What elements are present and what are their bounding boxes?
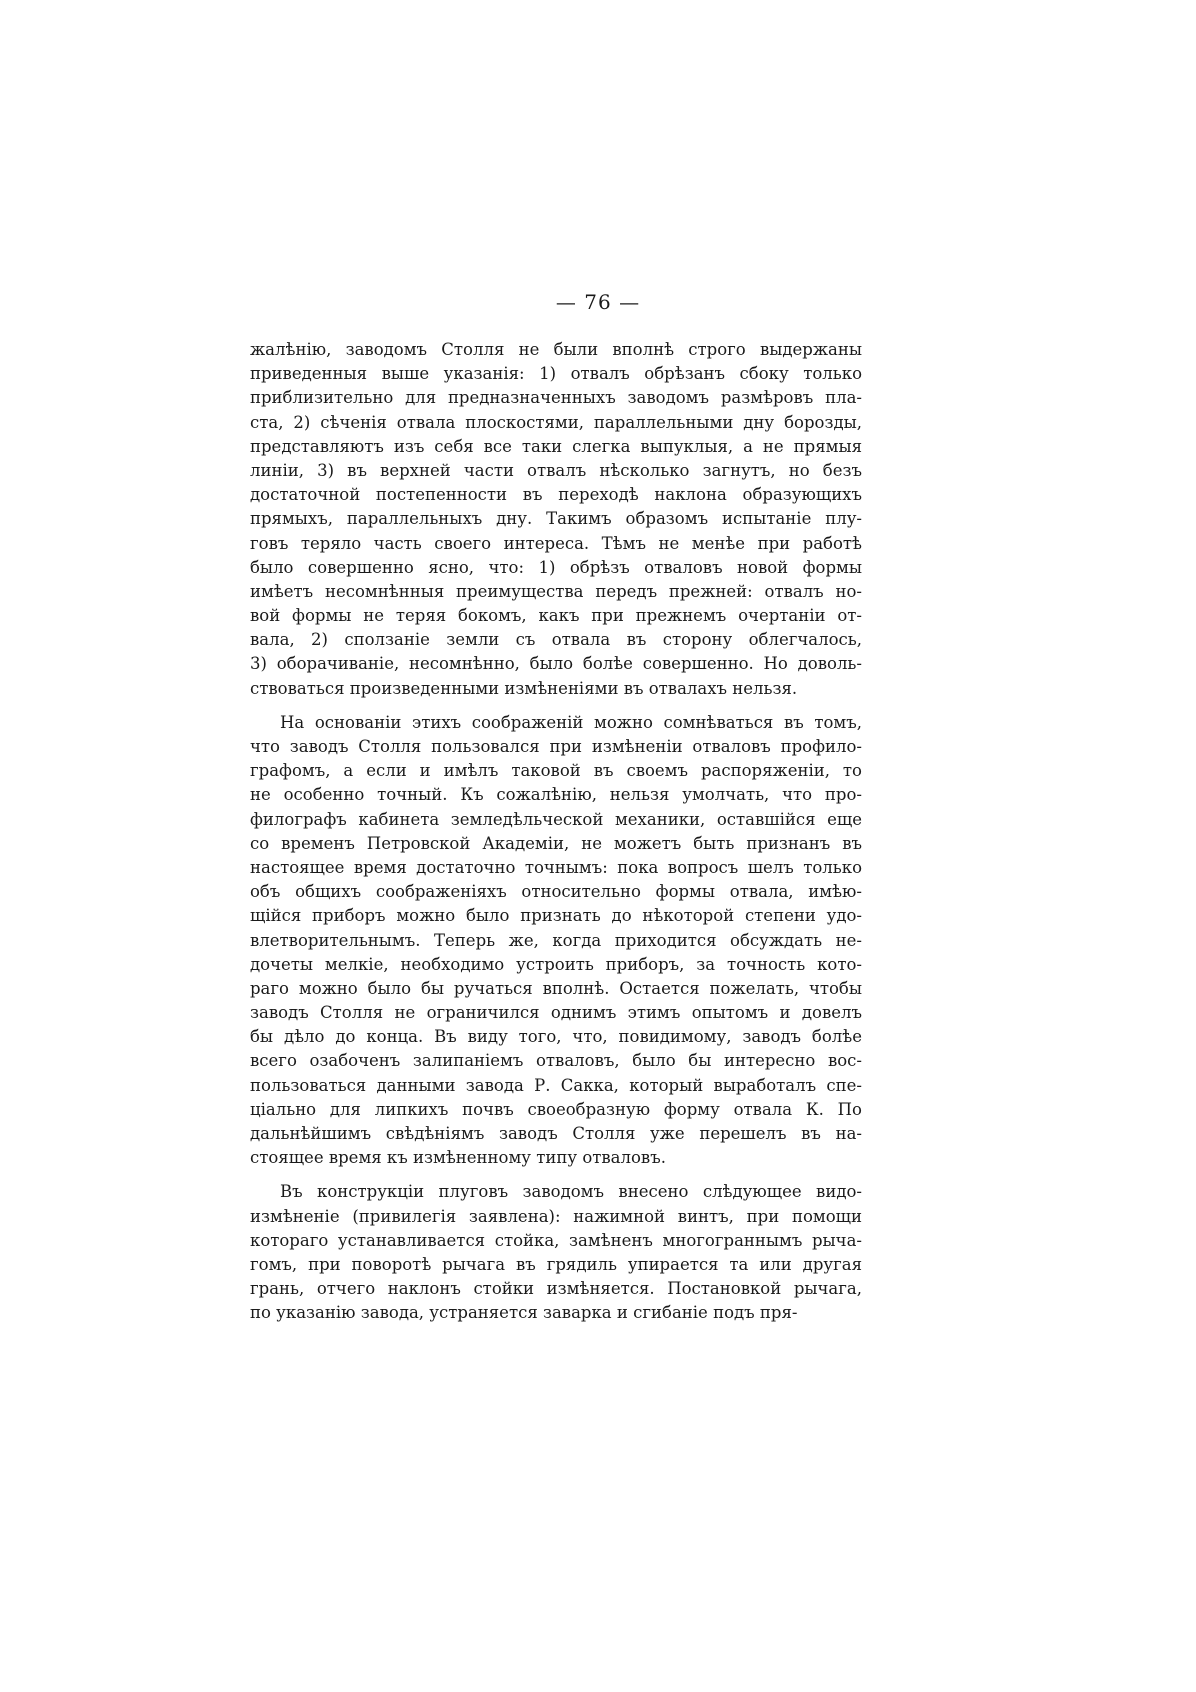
text-line: настоящее время достаточно точнымъ: пока вопросъ шелъ только (250, 857, 862, 877)
text-line: не особенно точный. Къ сожалѣнію, нельзя умолчать, что про- (250, 785, 862, 805)
text-line: со временъ Петровской Академіи, не можетъ быть признанъ въ (250, 833, 862, 853)
text-line: дочеты мелкіе, необходимо устроить приборъ, за точность кото- (250, 954, 862, 974)
text-line: измѣненіе (привилегія заявлена): нажимной винтъ, при помощи (250, 1206, 862, 1226)
paragraph-3 (250, 1180, 862, 1325)
text-line: достаточной постепенности въ переходѣ наклона образующихъ (250, 485, 862, 505)
text-line: 3) оборачиваніе, несомнѣнно, было болѣе совершенно. Но доволь- (250, 654, 862, 674)
body-text (250, 338, 862, 1326)
page-number: — 76 — (555, 290, 641, 314)
text-line: жалѣнію, заводомъ Столля не были вполнѣ строго выдержаны (250, 340, 862, 359)
text-line: бы дѣло до конца. Въ виду того, что, повидимому, заводъ болѣе (250, 1027, 862, 1047)
text-line: ствоваться произведенными измѣненіями въ отвалахъ нельзя. (250, 678, 798, 698)
text-line: филографъ кабинета земледѣльческой механики, оставшійся еще (250, 809, 862, 829)
text-line: что заводъ Столля пользовался при измѣненіи отваловъ профило- (250, 737, 862, 756)
text-line: приведенныя выше указанія: 1) отвалъ обрѣзанъ сбоку только (250, 364, 862, 384)
text-line: котораго устанавливается стойка, замѣненъ многограннымъ рыча- (250, 1230, 862, 1250)
text-line: прямыхъ, параллельныхъ дну. Такимъ образомъ испытаніе плу- (250, 509, 862, 529)
text-line: вала, 2) сползаніе земли съ отвала въ сторону облегчалось, (250, 630, 862, 650)
paragraph-1 (250, 338, 862, 701)
text-line: ціально для липкихъ почвъ своеобразную форму отвала К. По (250, 1099, 862, 1119)
text-line: приблизительно для предназначенныхъ заводомъ размѣровъ пла- (250, 388, 862, 408)
text-line: грань, отчего наклонъ стойки измѣняется. Постановкой рычага, (250, 1279, 862, 1299)
text-line: пользоваться данными завода Р. Сакка, который выработалъ спе- (250, 1075, 862, 1095)
text-line: ста, 2) сѣченія отвала плоскостями, параллельными дну борозды, (250, 412, 862, 432)
paragraph-2 (250, 711, 862, 1171)
text-line: было совершенно ясно, что: 1) обрѣзъ отваловъ новой формы (250, 557, 862, 577)
text-line: представляютъ изъ себя все таки слегка выпуклыя, а не прямыя (250, 436, 862, 456)
text-line: имѣетъ несомнѣнныя преимущества передъ прежней: отвалъ но- (250, 581, 862, 601)
text-line: графомъ, а если и имѣлъ таковой въ своемъ распоряженіи, то (250, 761, 862, 781)
text-line: влетворительнымъ. Теперь же, когда приходится обсуждать не- (250, 930, 862, 950)
text-line: говъ теряло часть своего интереса. Тѣмъ не менѣе при работѣ (250, 533, 862, 553)
text-line: по указанію завода, устраняется заварка и сгибаніе подъ пря- (250, 1303, 798, 1323)
text-line: стоящее время къ измѣненному типу отваловъ. (250, 1148, 666, 1168)
text-line: дальнѣйшимъ свѣдѣніямъ заводъ Столля уже перешелъ въ на- (250, 1124, 862, 1143)
text-line: гомъ, при поворотѣ рычага въ грядиль упирается та или другая (250, 1254, 862, 1274)
text-line: щійся приборъ можно было признать до нѣкоторой степени удо- (250, 906, 862, 926)
text-line: На основаніи этихъ соображеній можно сомнѣваться въ томъ, (280, 712, 862, 732)
text-line: раго можно было бы ручаться вполнѣ. Остается пожелать, чтобы (250, 978, 862, 998)
text-line: Въ конструкціи плуговъ заводомъ внесено слѣдующее видо- (280, 1182, 862, 1202)
text-line: объ общихъ соображеніяхъ относительно формы отвала, имѣю- (250, 882, 862, 902)
text-line: вой формы не теряя бокомъ, какъ при прежнемъ очертаніи от- (250, 606, 862, 626)
text-line: всего озабоченъ залипаніемъ отваловъ, было бы интересно вос- (250, 1051, 862, 1071)
text-line: заводъ Столля не ограничился однимъ этимъ опытомъ и довелъ (250, 1003, 862, 1023)
text-line: линіи, 3) въ верхней части отвалъ нѣсколько загнутъ, но безъ (250, 460, 862, 480)
